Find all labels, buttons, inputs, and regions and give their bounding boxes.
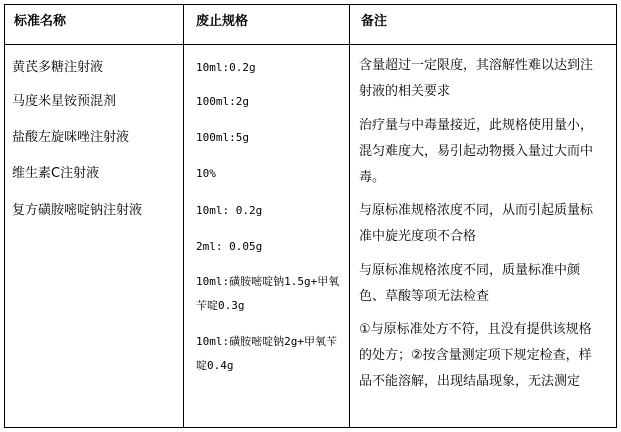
spec-cell: 10ml:0.2g [196,61,256,74]
spec-cell: 100ml:5g [196,131,249,144]
spec-cell: 2ml: 0.05g [196,240,263,253]
name-cell: 复方磺胺嘧啶钠注射液 [12,203,143,218]
note-cell: ①与原标准处方不符，且没有提供该规格的处方；②按含量测定项下规定检查，样品不能溶解，出现结晶现象，无法测定 [359,322,592,389]
spec-cell: 10ml: 0.2g [196,204,263,217]
note-cell: 治疗量与中毒量接近，此规格使用量小，混匀难度大，易引起动物摄入量过大而中毒。 [359,118,594,185]
spec-cell: 100ml:2g [196,95,249,108]
spec-cell: 10ml:磺胺嘧啶钠2g+甲氧苄啶0.4g [196,335,337,372]
header-name: 标准名称 [14,14,67,29]
note-cell: 与原标准规格浓度不同，质量标准中颜色、草酸等项无法检查 [359,263,581,304]
name-cell: 马度米星铵预混剂 [12,94,117,109]
note-cell: 含量超过一定限度，其溶解性难以达到注射液的相关要求 [359,58,594,99]
name-cell: 盐酸左旋咪唑注射液 [12,130,130,145]
header-spec: 废止规格 [196,14,249,29]
column-divider-1 [183,4,184,428]
header-divider [4,44,617,45]
note-cell: 与原标准规格浓度不同，从而引起质量标准中旋光度项不合格 [359,203,594,244]
spec-cell: 10ml:磺胺嘧啶钠1.5g+甲氧苄啶0.3g [196,275,340,312]
header-note: 备注 [361,14,388,29]
spec-cell: 10% [196,167,216,180]
name-cell: 黄芪多糖注射液 [12,60,104,75]
column-divider-2 [349,4,350,428]
name-cell: 维生素C注射液 [12,166,100,181]
